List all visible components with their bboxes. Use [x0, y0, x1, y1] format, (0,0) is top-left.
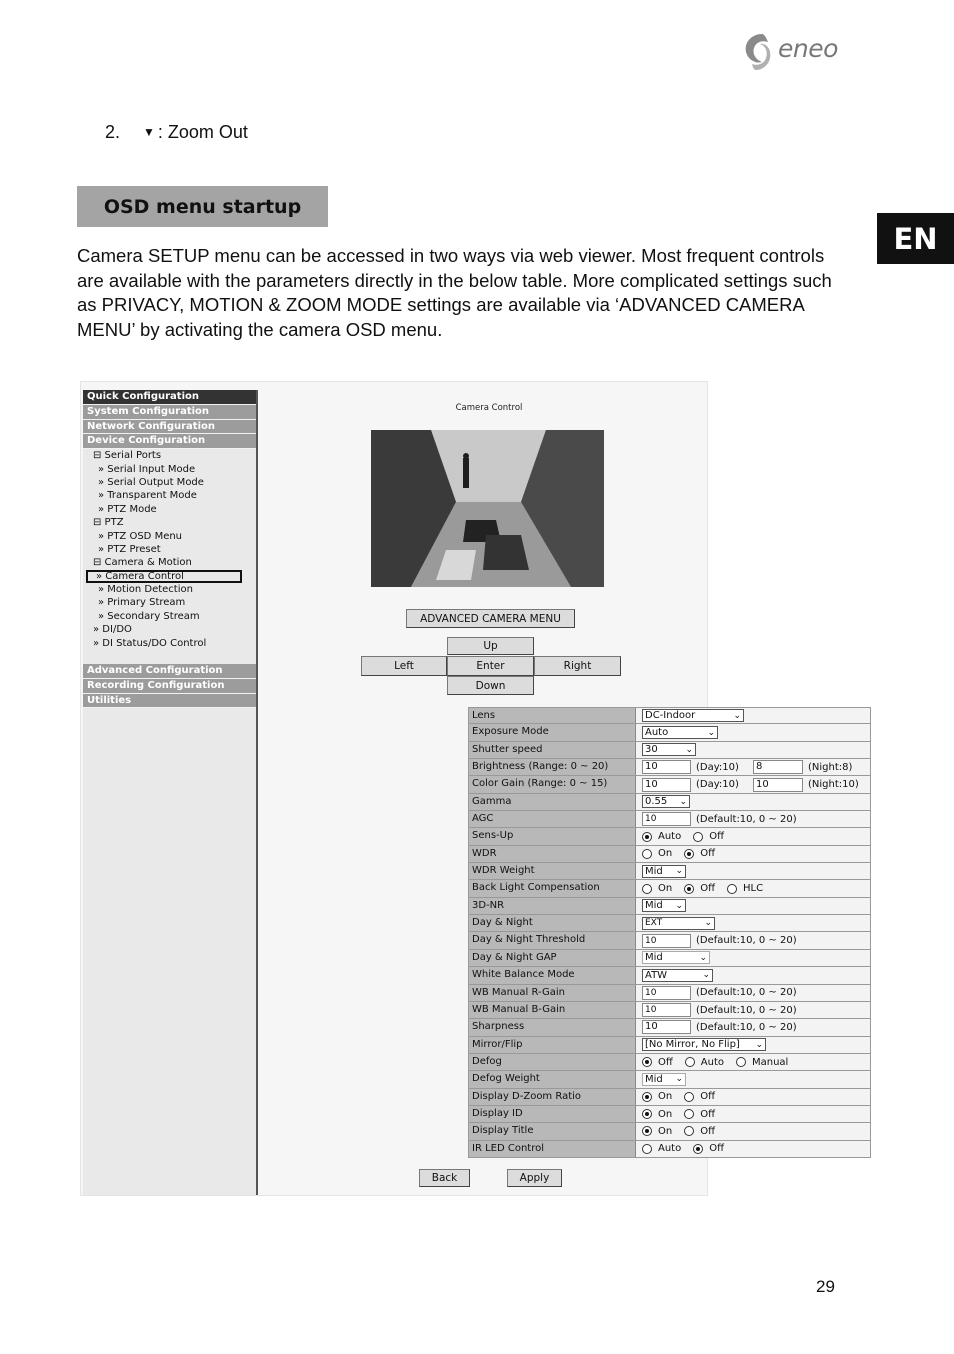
table-row — [468, 724, 871, 741]
shutter-speed-select[interactable]: 30 ⌄ — [642, 743, 696, 756]
blc-hlc-radio[interactable] — [727, 884, 737, 894]
table-row — [468, 898, 871, 915]
ir-led-off-radio[interactable] — [693, 1144, 703, 1154]
nav-di-status-do-control[interactable]: » DI Status/DO Control — [93, 637, 207, 649]
ptz-down-button[interactable]: Down — [447, 676, 534, 695]
setting-label: Color Gain (Range: 0 ~ 15) — [469, 776, 636, 792]
config-sidebar — [83, 390, 258, 1195]
setting-label: Lens — [469, 708, 636, 723]
setting-label: Sharpness — [469, 1019, 636, 1035]
nav-camera-control[interactable]: » Camera Control — [86, 570, 242, 583]
table-row: Color Gain (Range: 0 ~ 15) 10 (Day:10) 10 (Night:10) — [468, 776, 871, 793]
mirror-flip-select[interactable]: [No Mirror, No Flip] ⌄ — [642, 1038, 766, 1051]
table-row — [468, 707, 871, 724]
display-title-on-radio[interactable] — [642, 1126, 652, 1136]
color-gain-night-input[interactable]: 10 — [753, 778, 803, 792]
nav-primary-stream[interactable]: » Primary Stream — [98, 597, 186, 609]
dzoom-off-radio[interactable] — [684, 1092, 694, 1102]
setting-label: IR LED Control — [469, 1141, 636, 1157]
page-number: 29 — [816, 1277, 835, 1296]
nav-network-configuration[interactable]: Network Configuration — [83, 420, 256, 435]
camera-control-title: Camera Control — [455, 403, 523, 413]
table-row — [468, 794, 871, 811]
setting-label: Day & Night GAP — [469, 950, 636, 966]
table-row: IR LED Control Auto Off — [468, 1141, 871, 1158]
table-row: Display Title On Off — [468, 1123, 871, 1140]
nav-utilities[interactable]: Utilities — [83, 694, 256, 709]
setting-label: Display D-Zoom Ratio — [469, 1089, 636, 1105]
white-balance-mode-select[interactable]: ATW ⌄ — [642, 969, 713, 982]
agc-input[interactable]: 10 — [642, 812, 691, 826]
table-row: Display ID On Off — [468, 1106, 871, 1123]
table-row — [468, 863, 871, 880]
setting-label: Day & Night — [469, 915, 636, 931]
step-text: : Zoom Out — [157, 122, 248, 142]
setting-label: Defog Weight — [469, 1071, 636, 1087]
table-row: WDR On Off — [468, 846, 871, 863]
body-paragraph: Camera SETUP menu can be accessed in two ways via web viewer. Most frequent controls are available with the parameters directly in the below table. More complicated settings such as PRIVACY, MOTION & ZOOM MODE settings are available via ‘ADVANCED CAMERA MENU’ by activating the camera OSD menu. — [77, 245, 832, 341]
setting-label: Brightness (Range: 0 ~ 20) — [469, 759, 636, 775]
ptz-enter-button[interactable]: Enter — [447, 656, 534, 676]
nav-ptz[interactable]: ⊟ PTZ — [93, 517, 124, 529]
table-row — [468, 967, 871, 984]
setting-label: Mirror/Flip — [469, 1037, 636, 1053]
table-row: Day & Night Threshold 10 (Default:10, 0 ~ 20) — [468, 932, 871, 949]
defog-manual-radio[interactable] — [736, 1057, 746, 1067]
day-night-gap-select[interactable]: Mid ⌄ — [642, 951, 710, 964]
lens-select[interactable]: DC-Indoor ⌄ — [642, 709, 744, 722]
setting-label: WB Manual R-Gain — [469, 985, 636, 1001]
sens-up-off-radio[interactable] — [693, 832, 703, 842]
defog-weight-select[interactable]: Mid ⌄ — [642, 1073, 686, 1086]
exposure-mode-select[interactable]: Auto ⌄ — [642, 726, 718, 739]
section-heading: OSD menu startup — [77, 186, 328, 227]
defog-off-radio[interactable] — [642, 1057, 652, 1067]
chevron-down-icon: ⌄ — [755, 1039, 763, 1050]
brightness-night-input[interactable]: 8 — [753, 760, 803, 774]
blc-on-radio[interactable] — [642, 884, 652, 894]
nav-system-configuration[interactable]: System Configuration — [83, 405, 256, 420]
sens-up-auto-radio[interactable] — [642, 832, 652, 842]
chevron-down-icon: ⌄ — [704, 918, 712, 929]
chevron-down-icon: ⌄ — [699, 952, 707, 963]
chevron-down-icon: ⌄ — [675, 1074, 683, 1085]
chevron-down-icon: ⌄ — [679, 796, 687, 807]
setting-label: Shutter speed — [469, 742, 636, 758]
nav-advanced-configuration[interactable]: Advanced Configuration — [83, 664, 256, 679]
nav-recording-configuration[interactable]: Recording Configuration — [83, 679, 256, 694]
setting-label: Day & Night Threshold — [469, 932, 636, 948]
live-video-preview — [371, 430, 604, 587]
setting-label: Sens-Up — [469, 828, 636, 844]
ptz-right-button[interactable]: Right — [534, 656, 621, 676]
zoom-out-triangle-icon: ▼ — [143, 125, 155, 139]
nav-serial-ports[interactable]: ⊟ Serial Ports — [93, 450, 162, 462]
table-row: Defog Off Auto Manual — [468, 1054, 871, 1071]
nav-ptz-osd-menu[interactable]: » PTZ OSD Menu — [98, 530, 183, 542]
chevron-down-icon: ⌄ — [675, 866, 683, 877]
chevron-down-icon: ⌄ — [702, 970, 710, 981]
table-row: Back Light Compensation On Off HLC — [468, 880, 871, 897]
display-id-off-radio[interactable] — [684, 1109, 694, 1119]
wb-b-gain-input[interactable]: 10 — [642, 1003, 691, 1017]
table-row — [468, 950, 871, 967]
language-tab: EN — [877, 213, 954, 264]
camera-settings-table — [468, 707, 871, 1158]
step-number: 2. — [105, 122, 121, 142]
dzoom-on-radio[interactable] — [642, 1092, 652, 1102]
setting-label: Defog — [469, 1054, 636, 1070]
advanced-camera-menu-button[interactable]: ADVANCED CAMERA MENU — [406, 609, 575, 628]
setting-label: Display Title — [469, 1123, 636, 1139]
ptz-left-button[interactable]: Left — [361, 656, 447, 676]
chevron-down-icon: ⌄ — [707, 727, 715, 738]
table-row: AGC 10 (Default:10, 0 ~ 20) — [468, 811, 871, 828]
wb-r-gain-input[interactable]: 10 — [642, 986, 691, 1000]
table-row — [468, 915, 871, 932]
table-row — [468, 1071, 871, 1088]
setting-label: WDR Weight — [469, 863, 636, 879]
table-row — [468, 742, 871, 759]
camera-control-panel — [259, 382, 859, 1197]
setting-label: Display ID — [469, 1106, 636, 1122]
nav-serial-output-mode[interactable]: » Serial Output Mode — [98, 476, 204, 488]
nav-secondary-stream[interactable]: » Secondary Stream — [98, 610, 200, 622]
nav-ptz-preset[interactable]: » PTZ Preset — [98, 543, 161, 555]
blc-off-radio[interactable] — [684, 884, 694, 894]
nav-quick-configuration[interactable]: Quick Configuration — [83, 390, 256, 405]
table-row: Display D-Zoom Ratio On Off — [468, 1089, 871, 1106]
chevron-down-icon: ⌄ — [685, 744, 693, 755]
display-title-off-radio[interactable] — [684, 1126, 694, 1136]
nav-ptz-mode[interactable]: » PTZ Mode — [98, 503, 157, 515]
display-id-on-radio[interactable] — [642, 1109, 652, 1119]
day-night-select[interactable]: EXT ⌄ — [642, 917, 715, 930]
day-night-threshold-input[interactable]: 10 — [642, 934, 691, 948]
color-gain-day-input[interactable]: 10 — [642, 778, 691, 792]
nav-device-configuration[interactable]: Device Configuration — [83, 434, 256, 449]
nav-motion-detection[interactable]: » Motion Detection — [98, 584, 193, 596]
ir-led-auto-radio[interactable] — [642, 1144, 652, 1154]
chevron-down-icon: ⌄ — [733, 710, 741, 721]
apply-button[interactable]: Apply — [507, 1169, 562, 1187]
chevron-down-icon: ⌄ — [675, 900, 683, 911]
sharpness-input[interactable]: 10 — [642, 1020, 691, 1034]
nav-camera-motion[interactable]: ⊟ Camera & Motion — [93, 557, 192, 569]
camera-web-ui-screenshot — [80, 381, 859, 1196]
setting-label: AGC — [469, 811, 636, 827]
setting-label: Gamma — [469, 794, 636, 810]
wdr-weight-select[interactable]: Mid ⌄ — [642, 865, 686, 878]
nav-serial-input-mode[interactable]: » Serial Input Mode — [98, 463, 196, 475]
setting-label: 3D-NR — [469, 898, 636, 914]
nav-transparent-mode[interactable]: » Transparent Mode — [98, 490, 197, 502]
table-row: WB Manual B-Gain 10 (Default:10, 0 ~ 20) — [468, 1002, 871, 1019]
table-row: WB Manual R-Gain 10 (Default:10, 0 ~ 20) — [468, 985, 871, 1002]
setting-label: Back Light Compensation — [469, 880, 636, 896]
table-row: Brightness (Range: 0 ~ 20) 10 (Day:10) 8 (Night:8) — [468, 759, 871, 776]
ptz-up-button[interactable]: Up — [447, 637, 534, 655]
back-button[interactable]: Back — [419, 1169, 470, 1187]
brand-name: eneo — [778, 34, 838, 63]
3d-nr-select[interactable]: Mid ⌄ — [642, 899, 686, 912]
wdr-off-radio[interactable] — [684, 849, 694, 859]
setting-label: WDR — [469, 846, 636, 862]
defog-auto-radio[interactable] — [685, 1057, 695, 1067]
table-row: Sharpness 10 (Default:10, 0 ~ 20) — [468, 1019, 871, 1036]
gamma-select[interactable]: 0.55 ⌄ — [642, 795, 690, 808]
table-row — [468, 1037, 871, 1054]
setting-label: Exposure Mode — [469, 724, 636, 740]
table-row: Sens-Up Auto Off — [468, 828, 871, 845]
nav-di-do[interactable]: » DI/DO — [93, 624, 132, 636]
step-item — [105, 122, 248, 143]
brightness-day-input[interactable]: 10 — [642, 760, 691, 774]
setting-label: White Balance Mode — [469, 967, 636, 983]
setting-label: WB Manual B-Gain — [469, 1002, 636, 1018]
wdr-on-radio[interactable] — [642, 849, 652, 859]
